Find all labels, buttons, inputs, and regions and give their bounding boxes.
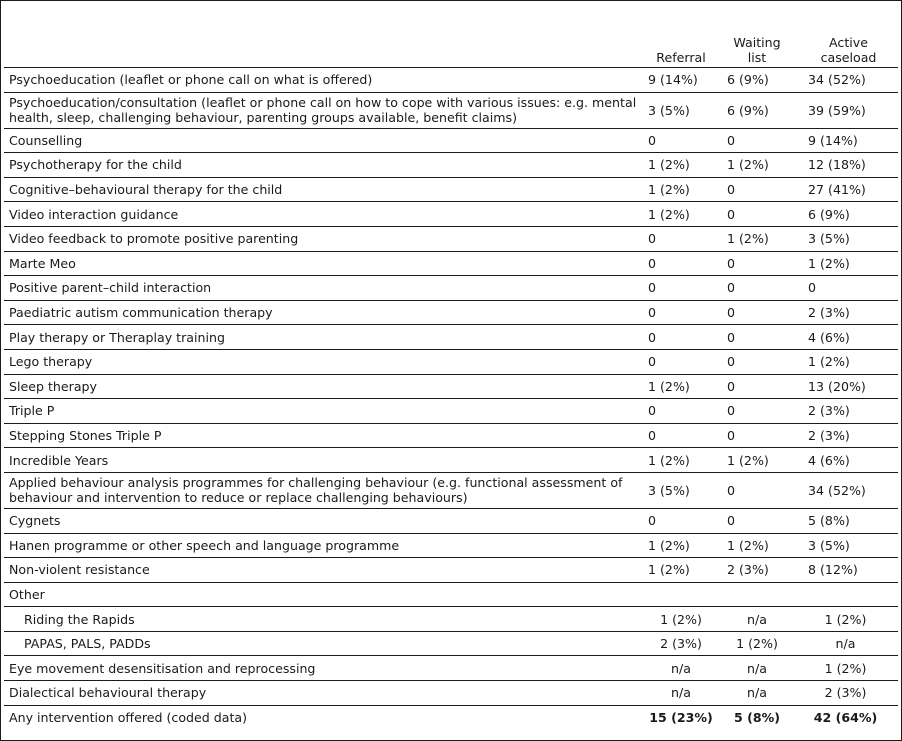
cell-waiting: 0	[721, 374, 793, 399]
header-referral: Referral	[641, 1, 721, 68]
row-label: Dialectical behavioural therapy	[4, 681, 641, 706]
table-row	[4, 349, 898, 374]
cell-referral: 1 (2%)	[641, 533, 721, 558]
cell-waiting: 0	[721, 177, 793, 202]
row-label: Lego therapy	[4, 349, 641, 374]
row-label: Video feedback to promote positive parenting	[4, 226, 641, 251]
row-label: Psychotherapy for the child	[4, 153, 641, 178]
cell-active: 42 (64%)	[813, 709, 878, 725]
row-label: Paediatric autism communication therapy	[4, 300, 641, 325]
cell-waiting	[721, 582, 793, 607]
table-row	[4, 68, 898, 93]
cell-referral: 0	[641, 423, 721, 448]
cell-active: 8 (12%)	[793, 558, 898, 583]
table-row-group-heading	[4, 582, 898, 607]
row-label: Eye movement desensitisation and reprocessing	[4, 656, 641, 681]
cell-active: 4 (6%)	[793, 325, 898, 350]
cell-active: 27 (41%)	[793, 177, 898, 202]
table-row	[4, 226, 898, 251]
cell-waiting: 1 (2%)	[721, 448, 793, 473]
cell-waiting: 0	[721, 128, 793, 153]
cell-referral: 0	[641, 349, 721, 374]
cell-referral: 1 (2%)	[641, 448, 721, 473]
cell-active: 1 (2%)	[793, 656, 898, 681]
cell-waiting: 0	[721, 325, 793, 350]
row-label: Incredible Years	[4, 448, 641, 473]
intervention-table	[4, 1, 898, 729]
header-waiting-list: Waiting list	[721, 1, 793, 68]
cell-active: 39 (59%)	[793, 92, 898, 128]
cell-active: 1 (2%)	[793, 251, 898, 276]
cell-referral: 1 (2%)	[641, 177, 721, 202]
cell-active: 9 (14%)	[793, 128, 898, 153]
cell-referral: 0	[641, 399, 721, 424]
cell-active: 34 (52%)	[793, 472, 898, 508]
cell-waiting: n/a	[721, 681, 793, 706]
cell-waiting: 2 (3%)	[721, 558, 793, 583]
row-label: Stepping Stones Triple P	[4, 423, 641, 448]
cell-active: 6 (9%)	[793, 202, 898, 227]
row-label: Any intervention offered (coded data)	[9, 709, 248, 725]
cell-active: 12 (18%)	[793, 153, 898, 178]
row-label: Cygnets	[4, 508, 641, 533]
cell-active: 3 (5%)	[793, 533, 898, 558]
table-row	[4, 448, 898, 473]
row-label: Sleep therapy	[4, 374, 641, 399]
cell-referral: 0	[641, 325, 721, 350]
cell-waiting: 0	[721, 300, 793, 325]
cell-referral: 3 (5%)	[641, 92, 721, 128]
cell-referral: 0	[641, 226, 721, 251]
cell-active: 34 (52%)	[793, 68, 898, 93]
row-label: Positive parent–child interaction	[4, 276, 641, 301]
cell-waiting: n/a	[721, 656, 793, 681]
cell-referral: 9 (14%)	[641, 68, 721, 93]
table-row	[4, 423, 898, 448]
cell-referral: 1 (2%)	[641, 374, 721, 399]
cell-waiting: 1 (2%)	[721, 631, 793, 656]
table-row	[4, 472, 898, 508]
header-active-caseload: Active caseload	[793, 1, 898, 68]
cell-active: 3 (5%)	[793, 226, 898, 251]
cell-referral: 0	[641, 300, 721, 325]
cell-active: 2 (3%)	[793, 399, 898, 424]
cell-active: 5 (8%)	[793, 508, 898, 533]
table-row	[4, 508, 898, 533]
cell-waiting: 1 (2%)	[721, 226, 793, 251]
cell-referral: 1 (2%)	[641, 558, 721, 583]
cell-referral: n/a	[641, 681, 721, 706]
header-intervention	[4, 1, 641, 68]
table-row-subitem	[4, 607, 898, 632]
cell-waiting: 1 (2%)	[721, 153, 793, 178]
cell-waiting: 0	[721, 202, 793, 227]
cell-waiting: 0	[721, 349, 793, 374]
cell-waiting: 1 (2%)	[721, 533, 793, 558]
cell-waiting: n/a	[721, 607, 793, 632]
table-row	[4, 681, 898, 706]
cell-active	[793, 582, 898, 607]
cell-referral: n/a	[641, 656, 721, 681]
table-row	[4, 92, 898, 128]
cell-referral: 1 (2%)	[641, 153, 721, 178]
cell-active: 0	[793, 276, 898, 301]
row-label: Other	[4, 582, 641, 607]
table-row	[4, 325, 898, 350]
table-row	[4, 374, 898, 399]
cell-referral: 2 (3%)	[641, 631, 721, 656]
header-row	[4, 1, 898, 68]
cell-waiting: 0	[721, 251, 793, 276]
table-row	[4, 276, 898, 301]
cell-active: 1 (2%)	[793, 607, 898, 632]
cell-referral	[641, 582, 721, 607]
cell-waiting: 0	[721, 423, 793, 448]
row-label: Applied behaviour analysis programmes for challenging behaviour (e.g. functional assessment of behaviour and intervention to reduce or replace challenging behaviours)	[4, 472, 641, 508]
cell-active: 13 (20%)	[793, 374, 898, 399]
row-label: Cognitive–behavioural therapy for the child	[4, 177, 641, 202]
cell-referral: 1 (2%)	[641, 607, 721, 632]
table-row	[4, 558, 898, 583]
row-label: Marte Meo	[4, 251, 641, 276]
row-label: Psychoeducation/consultation (leaflet or phone call on how to cope with various issues: e.g. mental health, sleep, challenging behaviour, parenting groups available, benefit claims)	[4, 92, 641, 128]
cell-waiting: 0	[721, 276, 793, 301]
table-row	[4, 128, 898, 153]
cell-active: 4 (6%)	[793, 448, 898, 473]
table-row	[4, 533, 898, 558]
row-label: Counselling	[4, 128, 641, 153]
cell-referral: 0	[641, 128, 721, 153]
cell-active: 2 (3%)	[793, 423, 898, 448]
cell-waiting: 0	[721, 472, 793, 508]
cell-referral: 0	[641, 276, 721, 301]
cell-waiting: 6 (9%)	[721, 68, 793, 93]
row-label: PAPAS, PALS, PADDs	[4, 631, 641, 656]
cell-referral: 3 (5%)	[641, 472, 721, 508]
row-label: Triple P	[4, 399, 641, 424]
row-label: Video interaction guidance	[4, 202, 641, 227]
cell-waiting: 0	[721, 508, 793, 533]
table-row	[4, 300, 898, 325]
table-row-total	[4, 705, 898, 729]
table-row	[4, 399, 898, 424]
table-row	[4, 656, 898, 681]
cell-waiting: 6 (9%)	[721, 92, 793, 128]
cell-active: 2 (3%)	[793, 300, 898, 325]
cell-active: 2 (3%)	[793, 681, 898, 706]
cell-referral: 1 (2%)	[641, 202, 721, 227]
cell-referral: 0	[641, 508, 721, 533]
row-label: Non-violent resistance	[4, 558, 641, 583]
table-row-subitem	[4, 631, 898, 656]
cell-active: n/a	[793, 631, 898, 656]
row-label: Play therapy or Theraplay training	[4, 325, 641, 350]
table-row	[4, 202, 898, 227]
table-row	[4, 177, 898, 202]
table-row	[4, 153, 898, 178]
table-row	[4, 251, 898, 276]
cell-waiting: 5 (8%)	[733, 709, 781, 725]
cell-waiting: 0	[721, 399, 793, 424]
cell-referral: 15 (23%)	[649, 709, 713, 725]
cell-active: 1 (2%)	[793, 349, 898, 374]
row-label: Hanen programme or other speech and language programme	[4, 533, 641, 558]
row-label: Psychoeducation (leaflet or phone call on what is offered)	[4, 68, 641, 93]
row-label: Riding the Rapids	[4, 607, 641, 632]
cell-referral: 0	[641, 251, 721, 276]
